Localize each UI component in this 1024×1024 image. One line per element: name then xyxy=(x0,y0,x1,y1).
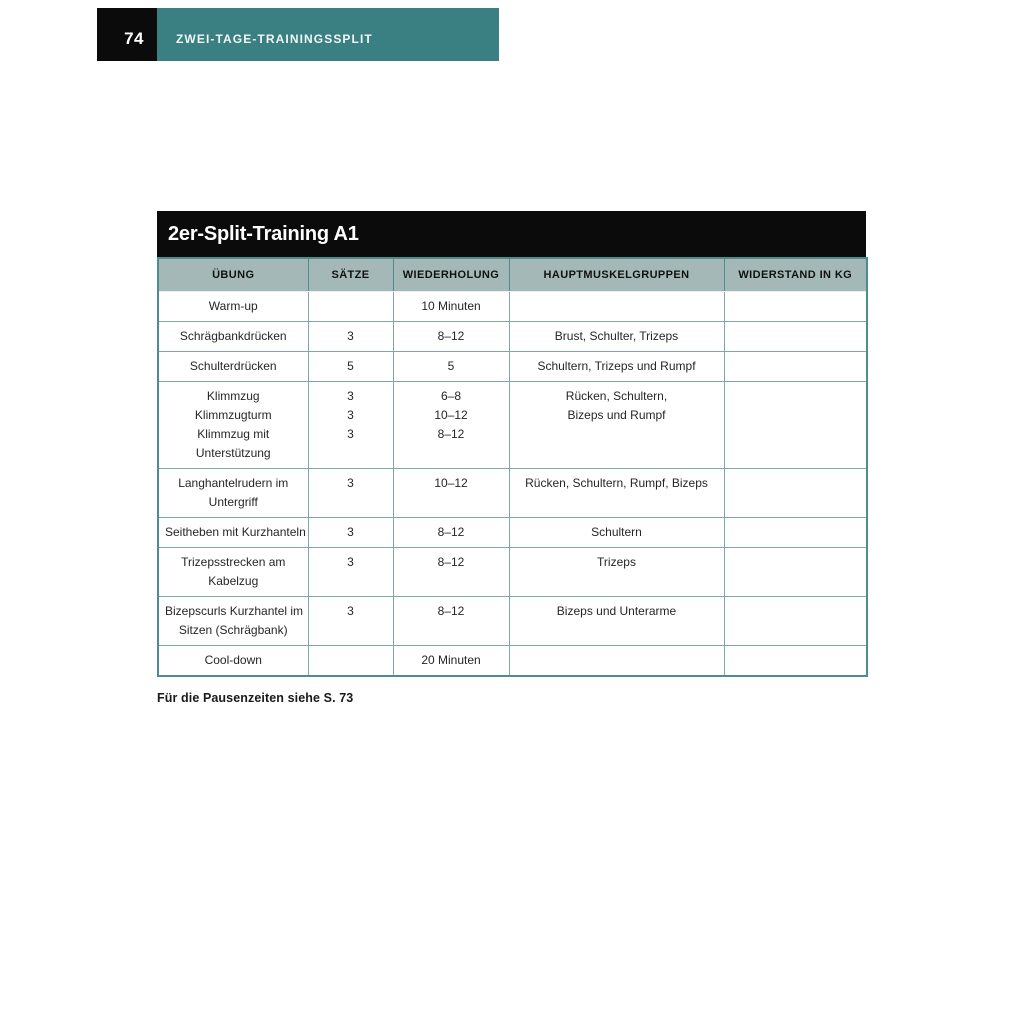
table-row xyxy=(158,381,867,468)
exercise-cell xyxy=(158,645,308,676)
reps-cell xyxy=(393,321,509,351)
exercise-cell xyxy=(158,351,308,381)
page-top-banner xyxy=(97,8,499,61)
footnote: Für die Pausenzeiten siehe S. 73 xyxy=(157,690,354,705)
table-row xyxy=(158,321,867,351)
reps-cell xyxy=(393,351,509,381)
muscles-cell xyxy=(509,351,724,381)
cell-line: Brust, Schulter, Trizeps xyxy=(554,328,679,343)
cell-line: Untergriff xyxy=(208,494,258,509)
cell-line: 10 Minuten xyxy=(421,298,481,313)
table-row xyxy=(158,517,867,547)
cell-line: Schultern, Trizeps und Rumpf xyxy=(537,358,696,373)
table-header-row xyxy=(158,258,867,291)
cell-line: 8–12 xyxy=(437,603,465,618)
cell-line: Langhantelrudern im xyxy=(178,475,289,490)
cell-line: Trizepsstrecken am xyxy=(181,554,286,569)
table-header xyxy=(158,258,867,291)
cell-line: Bizeps und Rumpf xyxy=(567,407,666,422)
resistance-cell xyxy=(724,517,867,547)
sets-cell xyxy=(308,645,393,676)
cell-line: Unterstützung xyxy=(195,445,271,460)
resistance-cell xyxy=(724,381,867,468)
resistance-cell xyxy=(724,291,867,321)
cell-line: 3 xyxy=(347,603,354,618)
cell-line: 3 xyxy=(347,388,354,403)
table-row xyxy=(158,291,867,321)
cell-line: Klimmzug xyxy=(206,388,260,403)
muscles-cell xyxy=(509,596,724,645)
cell-line: 5 xyxy=(447,358,455,373)
cell-line: 20 Minuten xyxy=(421,652,481,667)
table-body xyxy=(158,291,867,676)
cell-line: Schrägbankdrücken xyxy=(179,328,287,343)
cell-line: Schulterdrücken xyxy=(189,358,277,373)
muscles-cell xyxy=(509,645,724,676)
page-number: 74 xyxy=(124,29,144,48)
muscles-cell xyxy=(509,547,724,596)
cell-line: Klimmzugturm xyxy=(194,407,272,422)
sets-cell xyxy=(308,351,393,381)
training-table-section xyxy=(157,211,866,705)
cell-line: 8–12 xyxy=(437,328,465,343)
sets-cell xyxy=(308,468,393,517)
resistance-cell xyxy=(724,645,867,676)
training-table xyxy=(157,257,868,677)
reps-cell xyxy=(393,517,509,547)
cell-line: 3 xyxy=(347,426,354,441)
reps-cell xyxy=(393,596,509,645)
muscles-cell xyxy=(509,321,724,351)
table-row xyxy=(158,596,867,645)
resistance-cell xyxy=(724,321,867,351)
cell-line: 8–12 xyxy=(437,554,465,569)
reps-cell xyxy=(393,468,509,517)
reps-cell xyxy=(393,547,509,596)
cell-line: 6–8 xyxy=(440,388,462,403)
cell-line: 5 xyxy=(347,358,354,373)
cell-line: Warm-up xyxy=(208,298,258,313)
muscles-cell xyxy=(509,291,724,321)
reps-cell xyxy=(393,381,509,468)
cell-line: Klimmzug mit xyxy=(197,426,270,441)
sets-cell xyxy=(308,381,393,468)
column-header-uebung: ÜBUNG xyxy=(158,258,308,291)
cell-line: Seitheben mit Kurzhanteln xyxy=(165,524,306,539)
cell-line: Sitzen (Schrägbank) xyxy=(178,622,288,637)
sets-cell xyxy=(308,291,393,321)
cell-line: Rücken, Schultern, xyxy=(565,388,668,403)
sets-cell xyxy=(308,547,393,596)
cell-line: 3 xyxy=(347,554,354,569)
cell-line: 3 xyxy=(347,328,354,343)
page-number-box xyxy=(97,8,157,61)
cell-line: 10–12 xyxy=(434,475,468,490)
exercise-cell xyxy=(158,547,308,596)
exercise-cell xyxy=(158,596,308,645)
cell-line: Schultern xyxy=(591,524,642,539)
table-title-bar xyxy=(157,211,866,257)
table-row xyxy=(158,547,867,596)
cell-line: 3 xyxy=(347,475,354,490)
muscles-cell xyxy=(509,381,724,468)
cell-line: 8–12 xyxy=(437,524,465,539)
cell-line: Rücken, Schultern, Rumpf, Bizeps xyxy=(525,475,708,490)
table-row xyxy=(158,351,867,381)
exercise-cell xyxy=(158,468,308,517)
resistance-cell xyxy=(724,547,867,596)
cell-line: 8–12 xyxy=(437,426,465,441)
resistance-cell xyxy=(724,468,867,517)
exercise-cell xyxy=(158,291,308,321)
column-header-saetze: SÄTZE xyxy=(308,258,393,291)
cell-line: Trizeps xyxy=(597,554,636,569)
chapter-title-box xyxy=(157,8,499,61)
resistance-cell xyxy=(724,351,867,381)
reps-cell xyxy=(393,645,509,676)
sets-cell xyxy=(308,321,393,351)
table-title: 2er-Split-Training A1 xyxy=(168,222,359,245)
table-row xyxy=(158,468,867,517)
column-header-hauptmuskelgruppen: HAUPTMUSKELGRUPPEN xyxy=(509,258,724,291)
exercise-cell xyxy=(158,517,308,547)
muscles-cell xyxy=(509,468,724,517)
resistance-cell xyxy=(724,596,867,645)
exercise-cell xyxy=(158,381,308,468)
cell-line: 10–12 xyxy=(434,407,468,422)
muscles-cell xyxy=(509,517,724,547)
cell-line: 3 xyxy=(347,524,354,539)
sets-cell xyxy=(308,596,393,645)
cell-line: Bizeps und Unterarme xyxy=(556,603,677,618)
cell-line: Cool-down xyxy=(204,652,262,667)
exercise-cell xyxy=(158,321,308,351)
sets-cell xyxy=(308,517,393,547)
cell-line: Kabelzug xyxy=(208,573,259,588)
column-header-wiederholung: WIEDERHOLUNG xyxy=(393,258,509,291)
chapter-title: ZWEI-TAGE-TRAININGSSPLIT xyxy=(176,32,373,46)
reps-cell xyxy=(393,291,509,321)
cell-line: Bizepscurls Kurzhantel im xyxy=(165,603,304,618)
column-header-widerstand: WIDERSTAND IN KG xyxy=(724,258,867,291)
table-row xyxy=(158,645,867,676)
cell-line: 3 xyxy=(347,407,354,422)
